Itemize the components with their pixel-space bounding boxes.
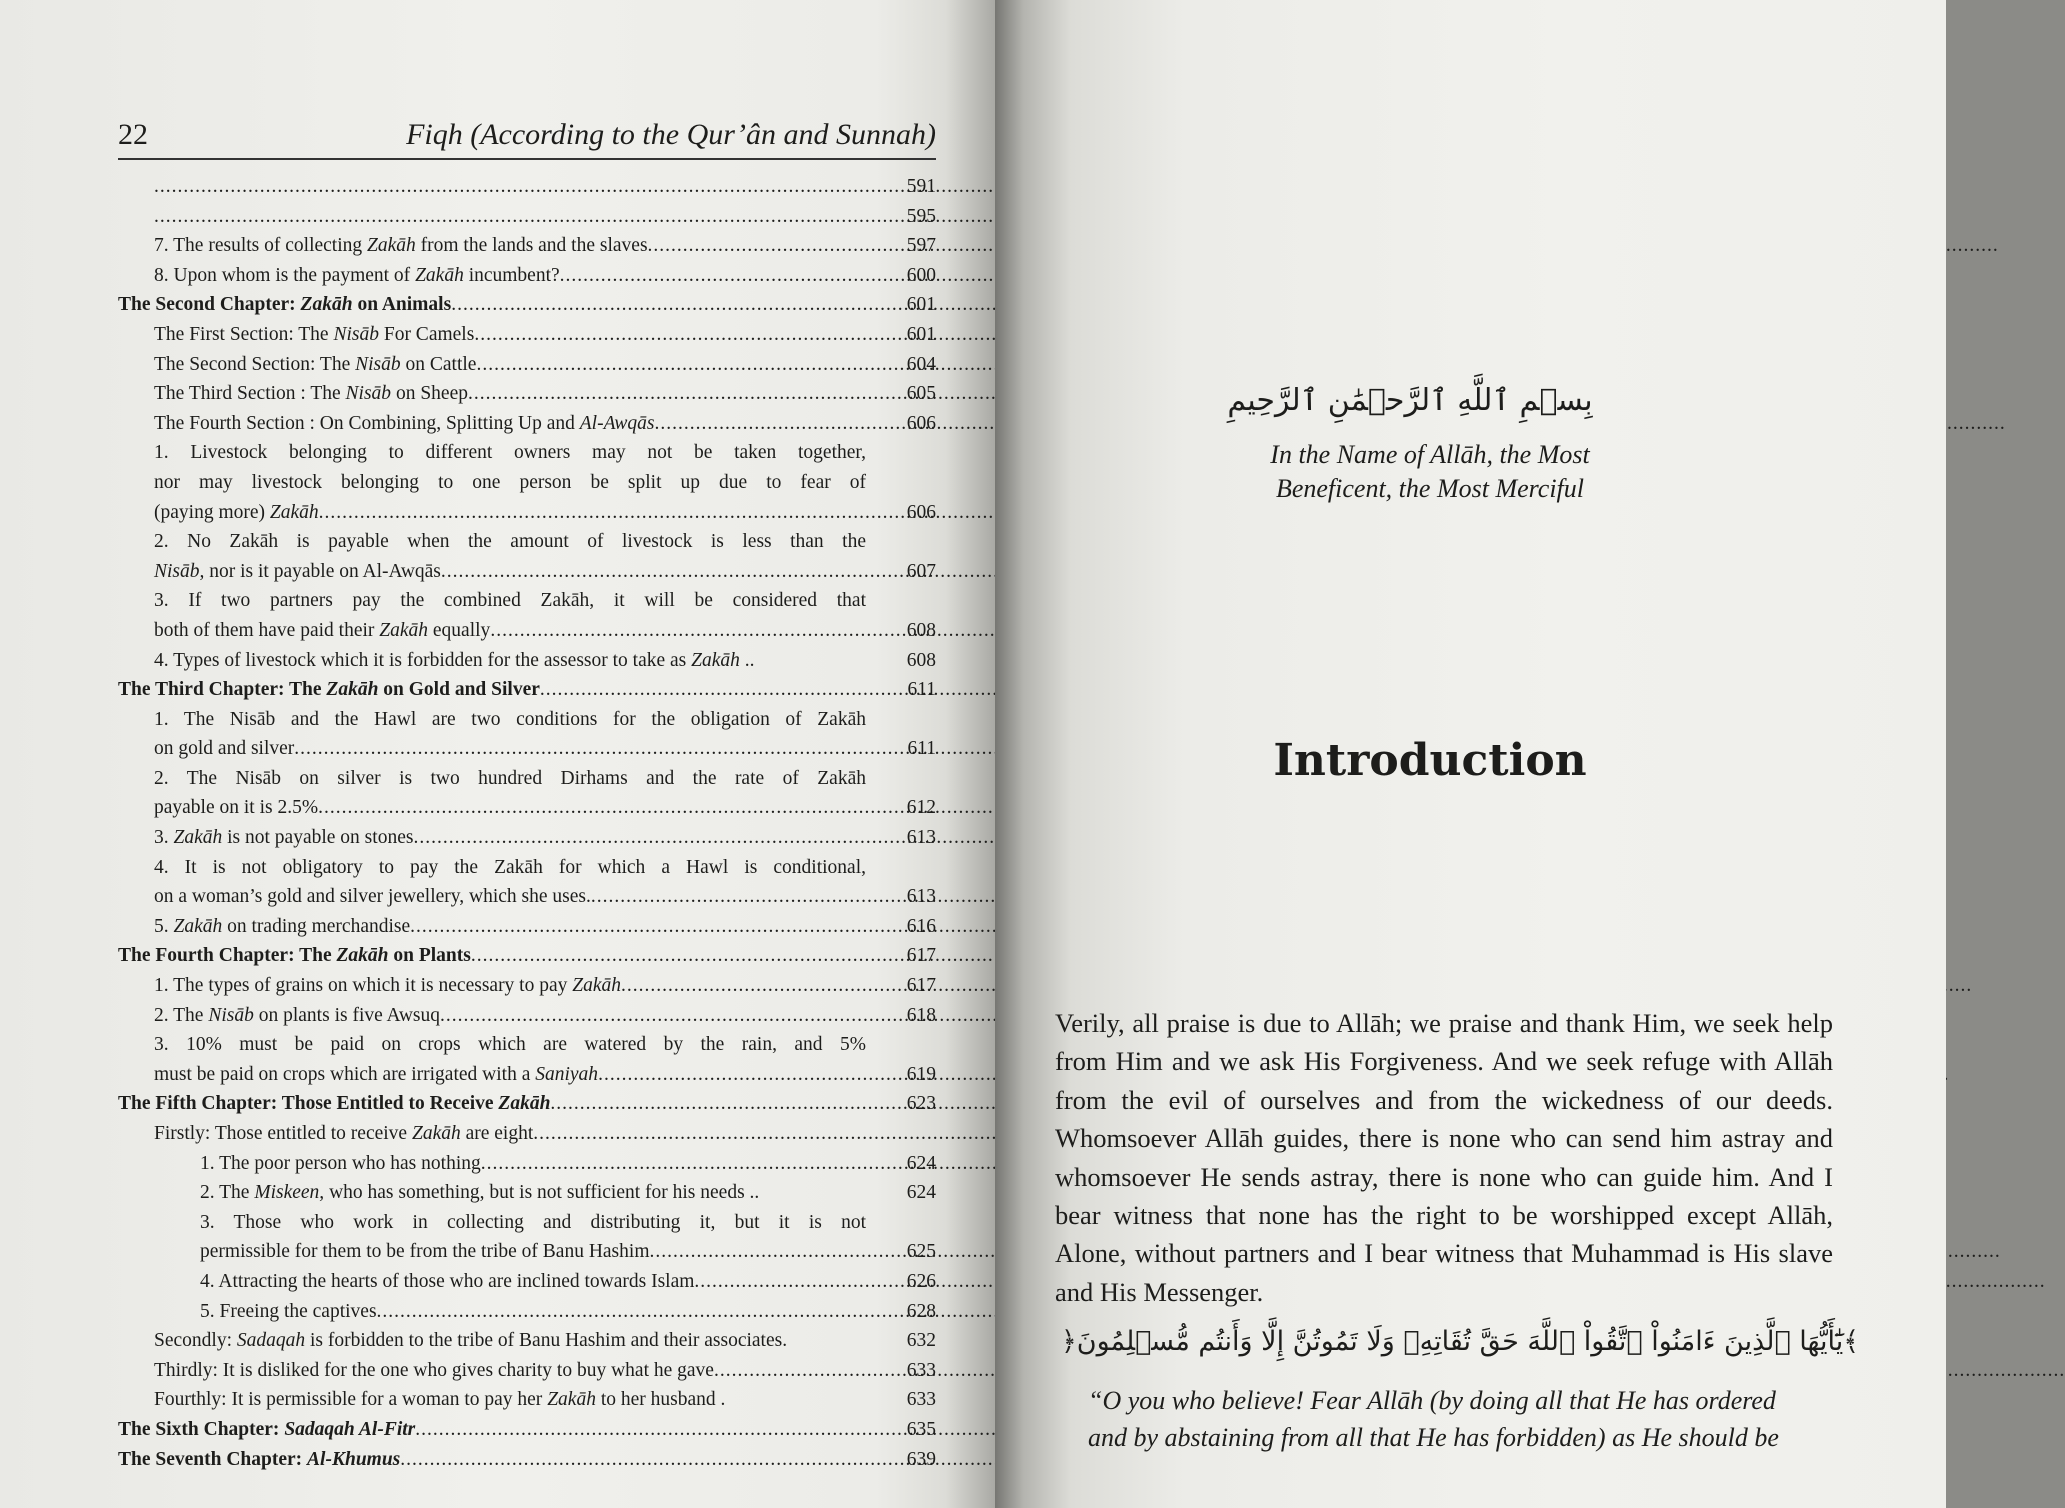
toc-entry-line: 3. Those who work in collecting and distributing it, but it is not [200,1211,866,1233]
toc-entry [118,971,936,1001]
dot-leader [621,971,866,1001]
section-heading: Introduction [1273,735,1587,786]
toc-text-part: both of them have paid their [154,619,380,641]
toc-page-number: 618 [906,1004,936,1026]
toc-entry-text [154,1356,714,1386]
toc-text-part: The Seventh Chapter: [118,1448,308,1470]
dot-leader [413,823,866,853]
dot-leader [714,1356,866,1386]
toc-chapter-entry [118,675,936,705]
toc-entry-last-line [154,1060,866,1090]
page-number: 22 [118,118,148,151]
basmala-translation-line2: Beneficent, the Most Merciful [1275,474,1585,503]
toc-entry-title [118,705,866,764]
toc-entry-text [154,320,474,350]
toc-text-part: who has something, but is not sufficient for his needs .. [324,1182,760,1204]
toc-italic-term: Zakāh [326,679,379,701]
toc-page-number: 597 [906,235,936,257]
header-rule [118,158,936,160]
quran-verse-arabic [1060,1316,1860,1364]
toc-page-number: 617 [906,975,936,997]
toc-entry-title [118,320,866,350]
dot-leader [441,557,866,587]
toc-entry-line: nor may livestock belonging to one person be split up due to fear of [154,471,866,493]
toc-entry-line: 2. The Nisāb on silver is two hundred Dirhams and the rate of Zakāh [154,767,866,789]
running-title: Fiqh (According to the Qur’ân and Sunnah) [406,118,936,151]
toc-entry-last-line [154,616,866,646]
toc-text-part: The Sixth Chapter: [118,1418,285,1440]
toc-text-part: nor is it payable on Al-Awqās [204,560,441,582]
toc-italic-term: Al-Khumus [307,1448,401,1470]
toc-entry-line: 1. Livestock belonging to different owners may not be taken together, [154,442,866,464]
dot-leader [294,734,866,764]
toc-entry [118,379,936,409]
dot-leader [540,675,866,705]
toc-page-number: 612 [906,797,936,819]
toc-entry-text [154,616,490,646]
toc-page-number: 626 [906,1270,936,1292]
toc-entry-title [118,438,866,527]
toc-italic-term: Nisāb, [154,560,205,582]
toc-text-part: (paying more) [154,501,270,523]
toc-italic-term: Al-Awqās [579,412,655,434]
toc-entry-title [118,823,866,853]
toc-entry [118,1178,936,1208]
verse-translation-line1: “O you who believe! Fear Allāh (by doing all that He has ordered [1088,1386,1776,1415]
toc-text-part: on Animals [352,294,452,316]
toc-entry-title [118,1415,866,1445]
toc-entry-text [154,350,476,380]
toc-text-part: on Cattle [400,353,477,375]
toc-entry-text [154,823,413,853]
toc-page-number: 639 [906,1448,936,1470]
toc-page-number: 606 [906,501,936,523]
toc-entry-text [154,557,441,587]
toc-entry-title [118,1385,866,1415]
toc-text-part: 2. The [200,1182,255,1204]
toc-entry-last-line [154,882,866,912]
toc-entry [118,1001,936,1031]
toc-page-number: 608 [906,619,936,641]
dot-leader [655,409,866,439]
toc-italic-term: Zakāh [572,975,622,997]
toc-entry [118,764,936,823]
toc-text-part: 4. Types of livestock which it is forbidden for the assessor to take as [154,649,692,671]
toc-entry-last-line [154,498,866,528]
toc-text-part: equally [428,619,491,641]
toc-text-part: 3. [154,827,174,849]
toc-text-part: Secondly: [154,1330,237,1352]
toc-entry-title [118,231,866,261]
toc-page-number: 624 [906,1182,936,1204]
toc-text-part: must be paid on crops which are irrigated with a [154,1063,536,1085]
toc-entry-title [118,764,866,823]
toc-entry-text [118,1089,550,1119]
dot-leader [598,1060,866,1090]
dot-leader [648,231,866,261]
toc-entry-text [154,912,410,942]
toc-entry-text [200,1237,649,1267]
toc-entry-line: 4. It is not obligatory to pay the Zakāh for which a Hawl is conditional, [154,856,866,878]
toc-chapter-entry [118,1415,936,1445]
toc-text-part: The Second Section: The [154,353,356,375]
toc-entry-title [118,1089,866,1119]
toc-entry-title [118,1267,866,1297]
toc-entry-title [118,1030,866,1089]
toc-page-number: 617 [906,945,936,967]
quran-verse-text: ﴿يَٰٓأَيُّهَا ٱلَّذِينَ ءَامَنُواْ ٱتَّقُواْ ٱللَّهَ حَقَّ تُقَاتِهِۦ وَلَا تَمُوتُنَّ إِلَّا وَأَنتُم مُّسۡلِمُونَ﴾ [1060,1326,1860,1357]
toc-entry [118,231,936,261]
toc-entry [118,823,936,853]
toc-text-part: The Third Chapter: The [118,679,327,701]
toc-italic-term: Zakāh [547,1389,596,1411]
toc-entry-text [154,1001,440,1031]
toc-text-part: is not payable on stones [222,827,414,849]
dot-leader [319,498,866,528]
toc-text-part: permissible for them to be from the tribe of Banu Hashim [200,1241,650,1263]
toc-page-number: 613 [906,886,936,908]
toc-entry [118,261,936,291]
toc-chapter-entry [118,941,936,971]
toc-text-part: is forbidden to the tribe of Banu Hashim and their associates. [305,1330,788,1352]
toc-page-number: 607 [906,560,936,582]
dot-leader [533,1119,866,1149]
toc-page-number: 595 [906,205,936,227]
toc-page-number: 623 [906,1093,936,1115]
toc-entry-text [154,882,591,912]
toc-text-part: on trading merchandise [222,915,411,937]
dot-leader [471,941,866,971]
toc-text-part: The Fourth Section : On Combining, Splitting Up and [154,412,580,434]
toc-entry [118,1149,936,1179]
verse-translation-line2: and by abstaining from all that He has forbidden) as He should be [1088,1423,1779,1452]
toc-entry-last-line [200,1237,866,1267]
dot-leader [476,350,866,380]
toc-entry-text [154,971,621,1001]
toc-page-number: 601 [906,294,936,316]
toc-entry-line: 1. The Nisāb and the Hawl are two conditions for the obligation of Zakāh [154,708,866,730]
dot-leader [490,616,866,646]
toc-entry-text [154,261,560,291]
dot-leader [154,202,866,232]
toc-text-part: to her husband . [595,1389,726,1411]
toc-entry-title [118,527,866,586]
dot-leader [481,1149,866,1179]
dot-leader [410,912,866,942]
toc-entry-text [154,1060,598,1090]
toc-entry-title [118,202,866,232]
toc-entry-text [118,675,540,705]
toc-entry [118,1326,936,1356]
toc-chapter-entry [118,1445,936,1475]
toc-italic-term: Zakāh [379,619,429,641]
toc-entry [118,853,936,912]
basmala-calligraphy [1227,372,1593,426]
toc-entry-text [200,1267,694,1297]
toc-text-part: 1. The poor person who has nothing [200,1152,481,1174]
toc-entry-text [118,290,451,320]
toc-entry-title [118,290,866,320]
dot-leader [377,1297,866,1327]
toc-entry [118,409,936,439]
toc-entry-text [154,409,655,439]
toc-page-number: 605 [906,383,936,405]
intro-paragraph: Verily, all praise is due to Allāh; we praise and thank Him, we seek help from Him and we ask His Forgiveness. And we seek refuge with Allāh from the evil of ourselves and from the wickedness of our deeds. Whomsoever Allāh guides, there is none who can send him astray and whomsoever He sends astray, there is none who can guide him. And I bear witness that none has the right to be worshipped except Allāh, Alone, without partners and I bear witness that Muhammad is His slave and His Messenger. [1055,1008,1833,1307]
toc-page-number: 611 [907,738,936,760]
toc-entry-text [118,941,471,971]
toc-text-part: The Fourth Chapter: The [118,945,337,967]
toc-chapter-entry [118,290,936,320]
toc-page-number: 625 [906,1241,936,1263]
dot-leader [154,172,866,202]
toc-entry-title [118,1356,866,1386]
dot-leader [550,1089,866,1119]
toc-page-number: 600 [906,264,936,286]
toc-italic-term: Nisāb [345,383,392,405]
toc-italic-term: Nisāb [333,323,379,345]
toc-italic-term: Zakāh [691,649,740,671]
toc-entry [118,1119,936,1149]
toc-italic-term: Zakāh [173,827,223,849]
toc-text-part: .. [739,649,755,671]
toc-entry [118,1208,936,1267]
toc-entry-line: 3. 10% must be paid on crops which are watered by the rain, and 5% [154,1034,866,1056]
toc-entry-title [118,646,866,676]
toc-entry-title [118,350,866,380]
toc-page-number: 601 [906,323,936,345]
toc-page-number: 628 [906,1300,936,1322]
toc-entry [118,586,936,645]
toc-entry-text [200,1178,759,1208]
toc-italic-term: Sadaqah [236,1330,306,1352]
toc-page-number: 616 [906,915,936,937]
toc-entry [118,1356,936,1386]
toc-entry-title [118,409,866,439]
toc-entry-last-line [154,793,866,823]
toc-entry-line: 3. If two partners pay the combined Zakāh, it will be considered that [154,590,866,612]
toc-entry [118,438,936,527]
toc-page-number: 608 [906,649,936,671]
toc-entry [118,912,936,942]
toc-entry-title [118,1149,866,1179]
dot-leader [560,261,866,291]
toc-entry [118,646,936,676]
toc-text-part: Thirdly: It is disliked for the one who gives charity to buy what he gave [154,1359,714,1381]
toc-text-part: 7. The results of collecting [154,235,368,257]
toc-italic-term: Miskeen, [254,1182,325,1204]
toc-entry-last-line [154,734,866,764]
toc-text-part: 2. The [154,1004,209,1026]
toc-text-part: 5. Freeing the captives [200,1300,377,1322]
toc-entry-title [118,172,866,202]
toc-entry [118,705,936,764]
toc-text-part: Fourthly: It is permissible for a woman to pay her [154,1389,548,1411]
toc-entry-title [118,1001,866,1031]
toc-entry-line: 2. No Zakāh is payable when the amount of livestock is less than the [154,531,866,553]
toc-entry [118,1385,936,1415]
toc-text-part: are eight [460,1123,534,1144]
toc-text-part: The Fifth Chapter: Those Entitled to Receive [118,1093,499,1115]
basmala-translation-line1: In the Name of Allāh, the Most [1270,440,1590,469]
toc-italic-term: Zakāh [411,1123,461,1144]
toc-page-number: 604 [906,353,936,375]
toc-entry-title [118,1445,866,1475]
toc-page-number: 633 [906,1389,936,1411]
toc-entry-text [154,1326,787,1356]
verse-translation [1088,1382,1833,1456]
basmala-text: بِسۡمِ ٱللَّهِ ٱلرَّحۡمَٰنِ ٱلرَّحِيمِ [1227,383,1593,418]
left-page [0,0,995,1508]
toc-text-part: incumbent? [463,264,560,286]
toc-page-number: 632 [906,1330,936,1352]
toc-entry-title [118,941,866,971]
toc-entry-text [200,1149,481,1179]
toc-entry-title [118,1208,866,1267]
toc-entry-text [154,793,318,823]
toc-italic-term: Zakāh [173,915,223,937]
toc-page-number: 635 [906,1418,936,1440]
toc-entry [118,202,936,232]
dot-leader [649,1237,866,1267]
toc-entry-text [154,734,294,764]
toc-entry-title [118,1297,866,1327]
toc-text-part: from the lands and the slaves [415,235,648,257]
dot-leader [451,290,866,320]
toc-entry [118,527,936,586]
toc-entry-title [118,853,866,912]
toc-text-part: For Camels [378,323,475,345]
dot-leader [468,379,866,409]
toc-page-number: 611 [907,679,936,701]
toc-page-number: 613 [906,827,936,849]
toc-entry-title [118,675,866,705]
toc-page-number: 624 [906,1152,936,1174]
toc-italic-term: Nisāb [208,1004,254,1026]
toc-entry-text [154,379,468,409]
toc-italic-term: Zakāh [269,501,319,523]
table-of-contents [118,172,936,1474]
toc-entry [118,350,936,380]
toc-entry-text [154,646,755,676]
toc-entry-title [118,971,866,1001]
toc-text-part: on Sheep [391,383,468,405]
toc-italic-term: Nisāb [355,353,401,375]
toc-entry-text [200,1297,377,1327]
toc-page-number: 619 [906,1063,936,1085]
dot-leader [415,1415,866,1445]
dot-leader [694,1267,866,1297]
toc-entry-text [154,231,648,261]
toc-text-part: payable on it is 2.5% [154,797,319,819]
toc-italic-term: Zakāh [367,235,416,257]
dot-leader [318,793,866,823]
toc-text-part: 4. Attracting the hearts of those who are inclined towards Islam [200,1270,695,1292]
toc-italic-term: Zakāh [498,1093,551,1115]
toc-entry-title [118,586,866,645]
toc-italic-term: Saniyah [535,1063,599,1085]
toc-italic-term: Sadaqah Al-Fitr [284,1418,416,1440]
toc-text-part: Firstly: Those entitled to receive [154,1123,412,1144]
toc-page-number: 633 [906,1359,936,1381]
dot-leader [440,1001,866,1031]
toc-entry-title [118,1178,866,1208]
toc-text-part: on a woman’s gold and silver jewellery, which she uses. [154,886,591,908]
toc-entry-title [118,261,866,291]
toc-entry [118,172,936,202]
toc-entry [118,1297,936,1327]
toc-entry-text [118,1415,415,1445]
toc-italic-term: Zakāh [415,264,464,286]
toc-entry-text [118,1445,400,1475]
toc-italic-term: Zakāh [336,945,389,967]
toc-text-part: on Gold and Silver [378,679,540,701]
toc-text-part: 8. Upon whom is the payment of [154,264,416,286]
toc-entry-title [118,1119,866,1149]
toc-page-number: 606 [906,412,936,434]
basmala-translation [1180,438,1680,506]
toc-text-part: The First Section: The [154,323,334,345]
toc-italic-term: Zakāh [300,294,353,316]
toc-entry-title [118,912,866,942]
toc-text-part: on Plants [388,945,471,967]
toc-entry-last-line [154,557,866,587]
toc-text-part: on plants is five Awsuq [253,1004,441,1026]
toc-entry-title [118,1326,866,1356]
toc-text-part: 5. [154,915,174,937]
toc-entry [118,1267,936,1297]
toc-entry-text [154,1119,533,1149]
toc-page-number: 591 [906,176,936,197]
dot-leader [400,1445,866,1475]
toc-entry-text [154,498,319,528]
dot-leader [474,320,866,350]
running-head-left [118,112,936,158]
toc-entry [118,1030,936,1089]
toc-chapter-entry [118,1089,936,1119]
dot-leader [591,882,866,912]
toc-text-part: 1. The types of grains on which it is necessary to pay [154,975,573,997]
toc-text-part: The Third Section : The [154,383,346,405]
toc-text-part: on gold and silver [154,738,295,760]
toc-entry [118,320,936,350]
toc-entry-text [154,1385,725,1415]
toc-text-part: The Second Chapter: [118,294,301,316]
toc-entry-title [118,379,866,409]
